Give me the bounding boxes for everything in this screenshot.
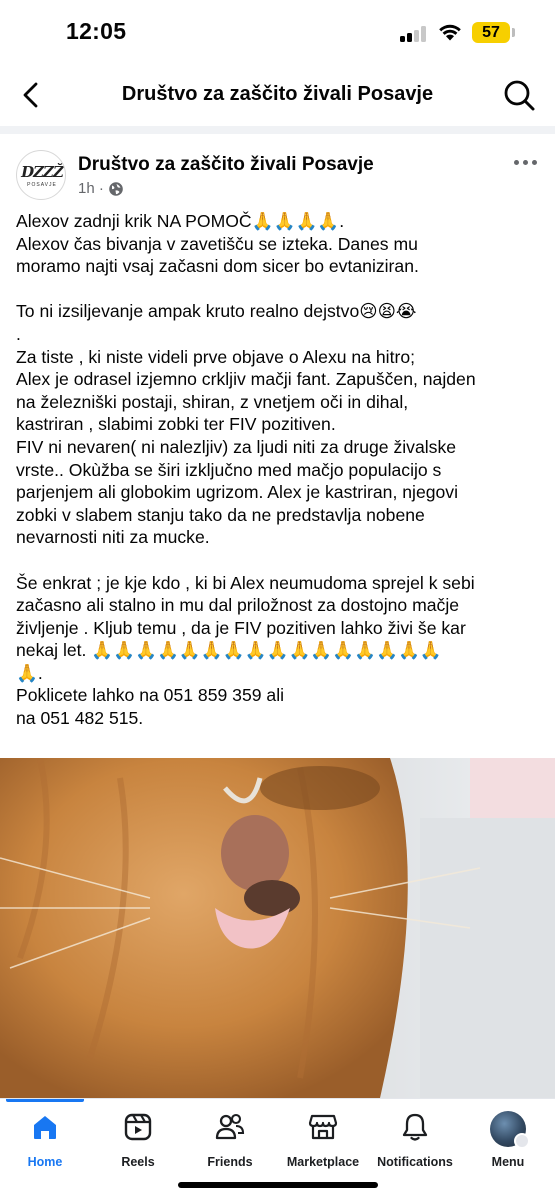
globe-icon xyxy=(108,181,124,197)
tab-reels[interactable] xyxy=(90,1111,186,1177)
profile-avatar xyxy=(490,1111,526,1147)
tab-label: Menu xyxy=(491,1155,525,1169)
tab-notifications[interactable] xyxy=(367,1111,463,1177)
post-author-name[interactable]: Društvo za zaščito živali Posavje xyxy=(78,154,374,175)
post-text-line: vrste.. Okùžba se širi izključno med mačjo populacijo s xyxy=(16,459,442,480)
tab-label: Home xyxy=(27,1155,63,1169)
post-text-line: zobki v slabem stanju tako da ne predstavlja nobene xyxy=(16,504,425,525)
page-avatar[interactable] xyxy=(16,150,66,200)
post-text-line: . xyxy=(16,323,21,344)
tab-home[interactable] xyxy=(0,1111,93,1177)
tab-label: Friends xyxy=(207,1155,253,1169)
tab-label: Marketplace xyxy=(286,1155,360,1169)
battery-icon: 57 xyxy=(472,22,510,43)
bell-icon xyxy=(399,1111,431,1143)
menu-badge-icon xyxy=(514,1133,530,1149)
post-text-line: Poklicete lahko na 051 859 359 ali xyxy=(16,685,285,706)
back-arrow-icon[interactable] xyxy=(16,80,46,110)
post-timestamp[interactable]: 1h · xyxy=(78,180,104,197)
wifi-icon xyxy=(437,22,463,42)
post-text-line: nevarnosti niti za mucke. xyxy=(16,527,210,548)
friends-icon xyxy=(214,1111,246,1143)
section-divider xyxy=(0,126,555,134)
more-options-icon[interactable] xyxy=(514,158,538,168)
cellular-signal-icon xyxy=(400,26,428,42)
post-text-line: na železniški postaji, shiran, z vnetjem oči in dihal, xyxy=(16,391,409,412)
tab-friends[interactable] xyxy=(182,1111,278,1177)
post-text-line: nekaj let. 🙏🙏🙏🙏🙏🙏🙏🙏🙏🙏🙏🙏🙏🙏🙏🙏 xyxy=(16,640,442,661)
battery-tip xyxy=(512,28,515,37)
marketplace-icon xyxy=(307,1111,339,1143)
post-text-line: Za tiste , ki niste videli prve objave o Alexu na hitro; xyxy=(16,346,415,367)
status-bar xyxy=(0,0,555,66)
active-tab-indicator xyxy=(6,1099,84,1102)
post-text-line: Alexov zadnji krik NA POMOČ🙏🙏🙏🙏. xyxy=(16,211,345,231)
reels-icon xyxy=(122,1111,154,1143)
tab-menu[interactable] xyxy=(460,1111,555,1177)
avatar-logo-subtitle: POSAVJE xyxy=(27,182,57,188)
post-text-line: Alexov čas bivanja v zavetišču se izteka. Danes mu xyxy=(16,233,418,254)
status-time: 12:05 xyxy=(66,18,127,44)
page-title: Društvo za zaščito živali Posavje xyxy=(121,83,434,105)
post-text-line: To ni izsiljevanje ampak kruto realno dejstvo😢😫😭 xyxy=(16,301,417,322)
post-text-line: moramo najti vsaj začasni dom sicer bo evtaniziran. xyxy=(16,256,419,277)
post-text-line: življenje . Kljub temu , da je FIV pozitiven lahko živi še kar xyxy=(16,617,466,638)
cat-photo-illustration xyxy=(0,758,555,1098)
post-text-line: Alex je odrasel izjemno crkljiv mačji fant. Zapuščen, najden xyxy=(16,369,476,390)
avatar-logo-text: DZZŽ xyxy=(21,163,63,181)
post-text-line: FIV ni nevaren( ni nalezljiv) za ljudi niti za druge živalske xyxy=(16,436,457,457)
post-text-line: kastriran , slabimi zobki ter FIV pozitiven. xyxy=(16,414,336,435)
tab-label: Reels xyxy=(121,1155,155,1169)
tab-marketplace[interactable] xyxy=(275,1111,371,1177)
home-indicator xyxy=(178,1182,378,1188)
post-text-line: parjenjem ali globokim ugrizom. Alex je kastriran, njegovi xyxy=(16,482,458,503)
post-text-line: Še enkrat ; je kje kdo , ki bi Alex neumudoma sprejel k sebi xyxy=(16,572,475,593)
post-text-line: začasno ali stalno in mu dal priložnost za dostojno mačje xyxy=(16,595,460,616)
post-photo[interactable] xyxy=(0,758,555,1098)
blank-line xyxy=(16,549,544,572)
post-text-line: 🙏. xyxy=(16,662,43,683)
tab-label: Notifications xyxy=(377,1155,453,1169)
home-icon xyxy=(29,1111,61,1143)
blank-line xyxy=(16,278,544,301)
post-text-line: na 051 482 515. xyxy=(16,708,144,729)
post-message xyxy=(16,210,544,730)
search-icon[interactable] xyxy=(502,78,536,112)
page-header xyxy=(0,66,555,126)
